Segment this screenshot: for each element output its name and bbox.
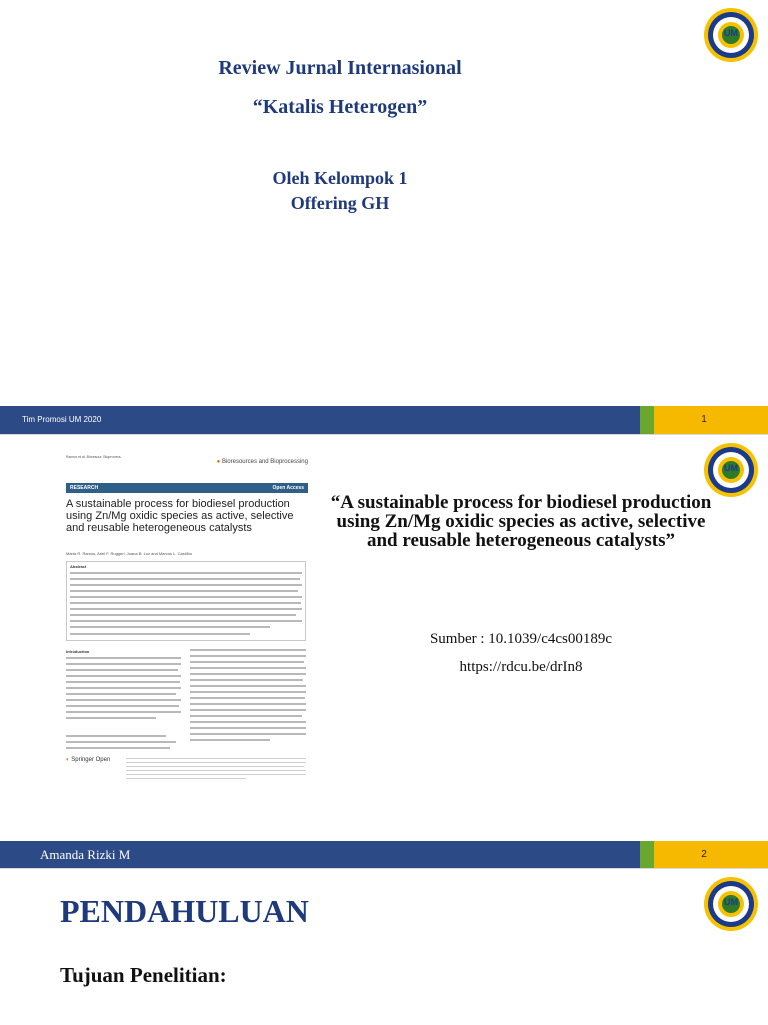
footer-text: Tim Promosi UM 2020 [22,415,102,424]
section-label: RESEARCH [70,485,99,491]
slide-3 [0,868,768,1025]
publisher-name: Springer Open [71,757,111,763]
page-number: 1 [701,414,707,425]
offering-label: Offering GH [290,193,390,213]
paper-journal [217,459,308,465]
slide-subtitle: “Katalis Heterogen” [252,96,428,118]
slide-footer [0,406,768,434]
access-label: Open Access [272,485,304,491]
paper-meta: Ramos et al. Bioresour. Bioprocess. [66,455,122,459]
intro-heading: Introduction [66,649,90,654]
journal-name: Bioresources and Bioprocessing [221,459,308,465]
paper-link[interactable]: https://rdcu.be/drIn8 [459,659,583,675]
paper-section-band [66,483,308,493]
paper-title: A sustainable process for biodiesel production using Zn/Mg oxidic species as active, selective and reusable heterogeneous catalysts [66,498,294,534]
university-logo [704,877,758,931]
university-logo [704,8,758,62]
page-number: 2 [701,849,707,860]
section-heading: PENDAHULUAN [60,893,309,929]
paper-thumbnail [66,453,308,801]
university-logo [704,443,758,497]
publisher-logo [66,757,110,763]
footer-text: Amanda Rizki M [40,847,131,862]
logo-mark: UM [724,28,738,38]
group-label: Oleh Kelompok 1 [272,168,408,188]
springer-icon: ◐ [66,757,70,763]
source-doi: Sumber : 10.1039/c4cs00189c [429,631,613,647]
slide-title: Review Jurnal Internasional [218,57,462,79]
slide-1 [0,0,768,434]
paper-quote: “A sustainable process for biodiesel production using Zn/Mg oxidic species as active, selective and reusable heterogeneous catalysts” [330,492,712,551]
logo-mark: UM [724,463,738,473]
logo-mark: UM [724,897,738,907]
abstract-heading: Abstract [70,564,87,569]
slide-2 [0,434,768,869]
section-subheading: Tujuan Penelitian: [60,963,227,987]
paper-authors: Marta R. Ramos, Ariel F. Ruggeri, Joana B. Luz and Marcus L. Castilho [66,551,193,556]
slide-footer [0,841,768,869]
paper-abstract-box [66,561,306,641]
journal-dot-icon: ● [216,459,221,465]
